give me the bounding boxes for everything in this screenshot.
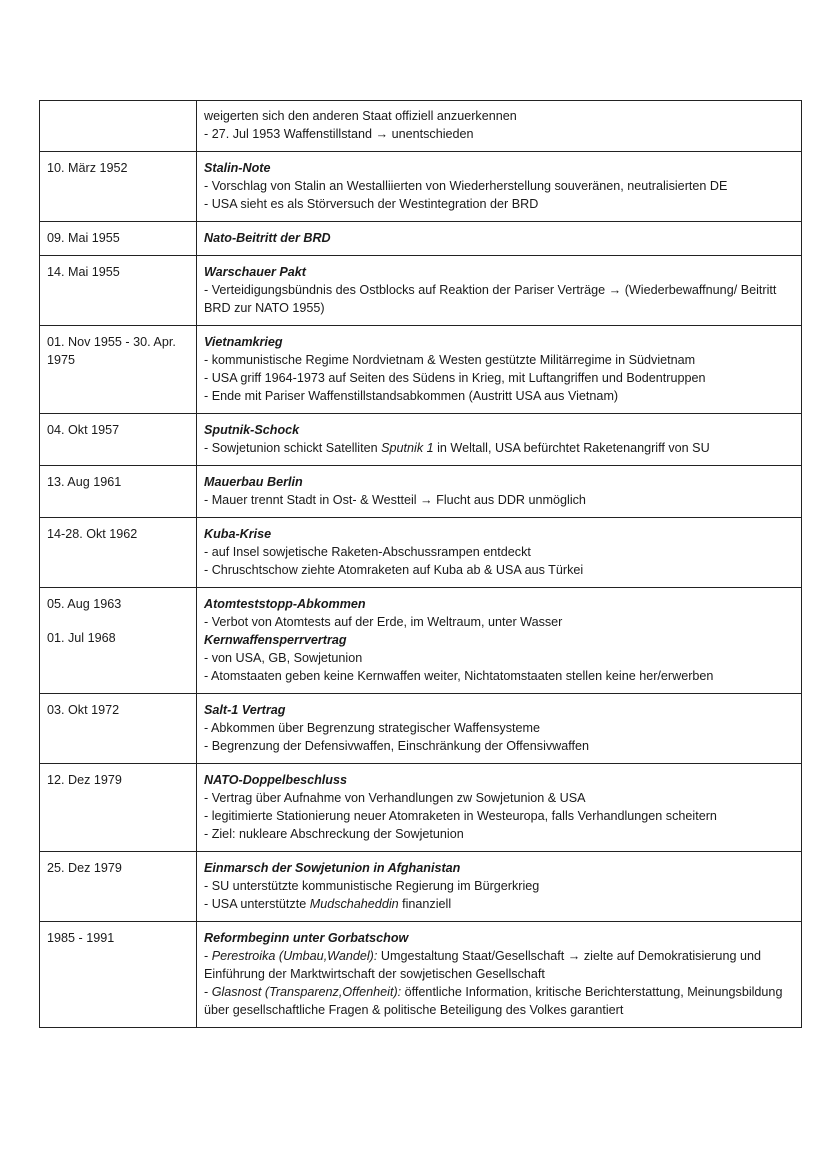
date-cell [40,222,197,256]
event-title: Stalin-Note [204,161,271,175]
event-date: 03. Okt 1972 [47,703,120,717]
date-cell [40,152,197,222]
event-date: 01. Nov 1955 - 30. Apr. 1975 [47,335,176,367]
table-row [40,694,802,764]
event-date: 01. Jul 1968 [47,631,116,645]
timeline-table [39,100,802,1028]
event-detail-line [204,351,794,369]
table-row [40,518,802,588]
event-date: 14. Mai 1955 [47,265,120,279]
event-title: Reformbeginn unter Gorbatschow [204,931,409,945]
event-date: 12. Dez 1979 [47,773,122,787]
text-segment: - USA unterstützte [204,897,310,911]
event-detail-line [204,125,794,143]
table-row [40,764,802,852]
text-segment: - USA sieht es als Störversuch der Westintegration der BRD [204,197,539,211]
text-segment: - auf Insel sowjetische Raketen-Abschussrampen entdeckt [204,545,531,559]
event-title: NATO-Doppelbeschluss [204,773,347,787]
event-detail-line [204,983,794,1019]
date-cell [40,466,197,518]
text-segment: - Begrenzung der Defensivwaffen, Einschränkung der Offensivwaffen [204,739,590,753]
event-title: Nato-Beitritt der BRD [204,231,331,245]
italic-term: Perestroika (Umbau,Wandel): [211,949,378,963]
event-detail-line [204,387,794,405]
text-segment: - Ziel: nukleare Abschreckung der Sowjetunion [204,827,464,841]
event-detail-line [204,825,794,843]
event-title: Kernwaffensperrvertrag [204,633,347,647]
table-row [40,222,802,256]
date-cell [40,414,197,466]
table-row [40,256,802,326]
event-date: 25. Dez 1979 [47,861,122,875]
event-detail-line [204,439,794,457]
event-detail-line [204,369,794,387]
event-title: Salt-1 Vertrag [204,703,286,717]
text-segment: - Ende mit Pariser Waffenstillstandsabkommen (Austritt USA aus Vietnam) [204,389,619,403]
event-detail-line [204,737,794,755]
event-date: 13. Aug 1961 [47,475,122,489]
text-segment: finanziell [398,897,452,911]
event-cell [197,222,802,256]
text-segment: weigerten sich den anderen Staat offiziell anzuerkennen [204,109,517,123]
event-detail-line [204,807,794,825]
event-title: Mauerbau Berlin [204,475,303,489]
italic-term: Glasnost (Transparenz,Offenheit): [211,985,402,999]
event-cell [197,152,802,222]
text-segment: - USA griff 1964-1973 auf Seiten des Südens in Krieg, mit Luftangriffen und Bodentruppen [204,371,706,385]
text-segment: - Abkommen über Begrenzung strategischer Waffensysteme [204,721,540,735]
event-detail-line [204,947,794,983]
event-date: 10. März 1952 [47,161,128,175]
text-segment: - [204,985,212,999]
event-title: Vietnamkrieg [204,335,283,349]
date-cell [40,326,197,414]
text-segment: - Mauer trennt Stadt in Ost- & Westteil → Flucht aus DDR unmöglich [204,493,586,507]
event-detail-line [204,789,794,807]
event-detail-line [204,195,794,213]
event-cell [197,518,802,588]
event-cell [197,852,802,922]
text-segment: - Vorschlag von Stalin an Westalliierten von Wiederherstellung souveränen, neutralisierten DE [204,179,728,193]
event-date: 09. Mai 1955 [47,231,120,245]
text-segment: - von USA, GB, Sowjetunion [204,651,363,665]
event-title: Atomteststopp-Abkommen [204,597,366,611]
text-segment: - 27. Jul 1953 Waffenstillstand → unentschieden [204,127,474,141]
event-title: Warschauer Pakt [204,265,306,279]
event-detail-line [204,649,794,667]
table-row [40,414,802,466]
event-date: 14-28. Okt 1962 [47,527,138,541]
text-segment: in Weltall, USA befürchtet Raketenangriff von SU [433,441,710,455]
text-segment: - Chruschtschow ziehte Atomraketen auf Kuba ab & USA aus Türkei [204,563,584,577]
event-title: Einmarsch der Sowjetunion in Afghanistan [204,861,461,875]
event-date: 1985 - 1991 [47,931,115,945]
event-detail-line [204,281,794,317]
event-date: 04. Okt 1957 [47,423,120,437]
event-title: Sputnik-Schock [204,423,300,437]
date-cell [40,922,197,1028]
table-row [40,466,802,518]
event-detail-line [204,877,794,895]
event-cell [197,326,802,414]
event-detail-line [204,491,794,509]
event-cell [197,922,802,1028]
event-detail-line [204,719,794,737]
event-title: Kuba-Krise [204,527,272,541]
event-detail-line [204,667,794,685]
timeline-body [40,101,802,1028]
text-segment: Umgestaltung Staat/Gesellschaft → zielte auf Demokratisierung und Einführung der Marktwirtschaft der sowjetischen Gesellschaft [204,949,761,981]
event-detail-line [204,107,794,125]
event-detail-line [204,561,794,579]
event-cell [197,764,802,852]
text-segment: - Atomstaaten geben keine Kernwaffen weiter, Nichtatomstaaten stellen keine her/erwerben [204,669,714,683]
event-cell [197,466,802,518]
text-segment: öffentliche Information, kritische Berichterstattung, Meinungsbildung über gesellschaftliche Fragen & politische Beteiligung des Volkes garantiert [204,985,783,1017]
table-row [40,152,802,222]
italic-term: Sputnik 1 [381,441,434,455]
text-segment: - Sowjetunion schickt Satelliten [204,441,382,455]
table-row [40,326,802,414]
date-cell [40,256,197,326]
date-cell [40,694,197,764]
text-segment: - kommunistische Regime Nordvietnam & Westen gestützte Militärregime in Südvietnam [204,353,696,367]
table-row [40,852,802,922]
text-segment: - SU unterstützte kommunistische Regierung im Bürgerkrieg [204,879,540,893]
text-segment: - Vertrag über Aufnahme von Verhandlungen zw Sowjetunion & USA [204,791,586,805]
event-detail-line [204,177,794,195]
italic-term: Mudschaheddin [309,897,399,911]
text-segment: - Verbot von Atomtests auf der Erde, im Weltraum, unter Wasser [204,615,563,629]
event-cell [197,256,802,326]
date-cell [40,518,197,588]
table-row [40,101,802,152]
text-segment: - Verteidigungsbündnis des Ostblocks auf Reaktion der Pariser Verträge → (Wiederbewaffnung/ Beitritt BRD zur NATO 1955) [204,283,777,315]
text-segment: - legitimierte Stationierung neuer Atomraketen in Westeuropa, falls Verhandlungen scheitern [204,809,717,823]
date-cell [40,852,197,922]
event-detail-line [204,543,794,561]
date-cell [40,588,197,694]
event-detail-line [204,613,794,631]
event-detail-line [204,895,794,913]
date-cell [40,101,197,152]
event-cell [197,101,802,152]
text-segment: - [204,949,212,963]
event-cell [197,588,802,694]
event-date: 05. Aug 1963 [47,597,122,611]
date-cell [40,764,197,852]
table-row [40,588,802,694]
event-cell [197,694,802,764]
table-row [40,922,802,1028]
event-cell [197,414,802,466]
